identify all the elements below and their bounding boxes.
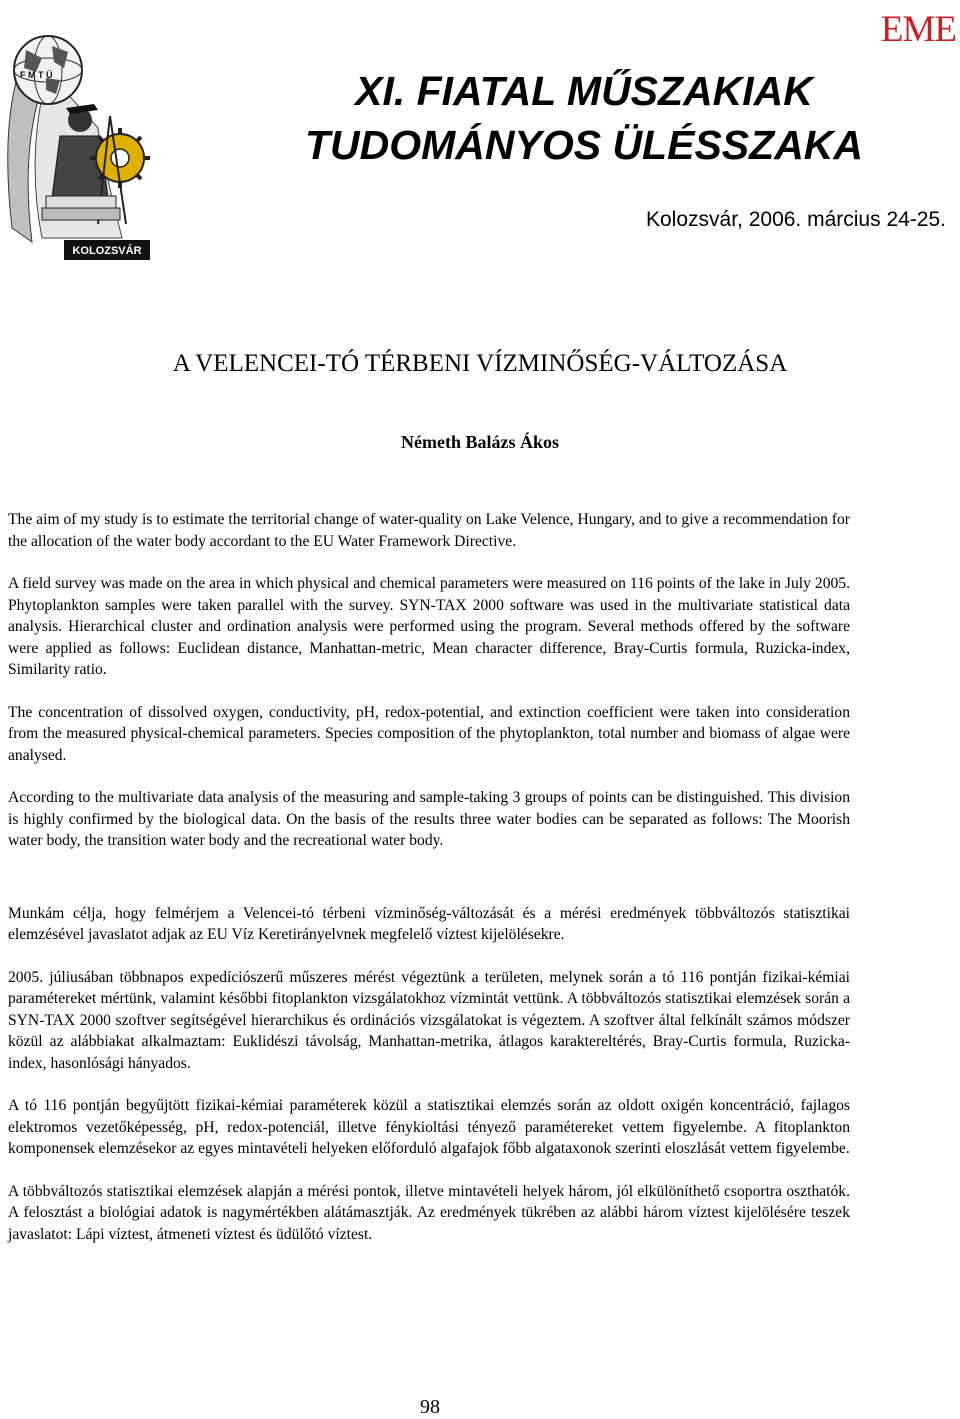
abstract-paragraph: According to the multivariate data analysis of the measuring and sample-taking 3 groups of points can be distinguished. This division is highly confirmed by the biological data. On the basis of the results three water bodies can be separated as follows: The Moorish water body, the transition water body and the recreational water body. [8,789,850,849]
author-name: Németh Balázs Ákos [401,432,559,452]
abstract-paragraph: The concentration of dissolved oxygen, conductivity, pH, redox-potential, and extinction coefficient were taken into consideration from the measured physical-chemical parameters. Species composition of the phytoplankton, total number and biomass of algae were analysed. [8,703,850,764]
paper-title: A VELENCEI-TÓ TÉRBENI VÍZMINŐSÉG-VÁLTOZÁSA [172,350,788,377]
abstract-paragraph: A field survey was made on the area in which physical and chemical parameters were measured on 116 points of the lake in July 2005. Phytoplankton samples were taken parallel with the survey. SYN-TAX 2000 software was used in the multivariate statistical data analysis. Hierarchical cluster and ordination analysis were performed using the program. Several methods offered by the software were applied as follows: Euclidean distance, Manhattan-metric, Mean character difference, Bray-Curtis formula, Ruzicka-index, Similarity ratio. [8,575,850,678]
eme-mark: EME [880,9,956,50]
hungarian-paragraph: A tó 116 pontján begyűjtött fizikai-kémiai paraméterek közül a statisztikai elemzés során az oldott oxigén koncentráció, fajlagos elektromos vezetőképesség, pH, redox-potenciál, illetve fénykioltási tényező paramétereket vettem figyelembe. A fitoplankton komponensek elemzésekor az egyes mintavételi helyeken előforduló algafajok főbb algataxonok szerinti eloszlását vettem figyelembe. [8,1097,850,1157]
page-number: 98 [420,1396,440,1418]
abstract-paragraph: The aim of my study is to estimate the territorial change of water-quality on Lake Velence, Hungary, and to give a recommendation for the allocation of the water body accordant to the EU Water Framework Directive. [8,511,850,550]
hungarian-paragraph: A többváltozós statisztikai elemzések alapján a mérési pontok, illetve mintavételi helyek három, jól elkülöníthető csoportra oszthatók. A felosztást a biológiai adatok is nagymértékben alátámasztják. Az eredmények tükrében az alábbi három víztest kijelölésére teszek javaslatot: Lápi víztest, átmeneti víztest és üdülőtó víztest. [8,1182,850,1243]
conference-title-line1: XI. FIATAL MŰSZAKIAK [355,68,813,114]
conference-date: Kolozsvár, 2006. március 24-25. [646,208,946,231]
conference-title-line2: TUDOMÁNYOS ÜLÉSSZAKA [304,122,864,168]
emblem-city-label: KOLOZSVÁR [72,245,142,257]
globe-emblem-icon [2,28,150,260]
conference-title [272,64,896,172]
conference-logo [2,28,150,260]
hungarian-paragraph: Munkám célja, hogy felmérjem a Velencei-tó térbeni vízminőség-változását és a mérési eredmények többváltozós statisztikai elemzésével javaslatot adjak az EU Víz Keretirányelvnek megfelelő víztest kijelölésekre. [8,904,850,943]
emblem-letters: F M T Ü [20,70,53,80]
hungarian-paragraph: 2005. júliusában többnapos expedíciószerű műszeres mérést végeztünk a területen, melynek során a tó 116 pontján fizikai-kémiai paramétereket mértünk, valamint későbbi fitoplankton vizsgálatokhoz vízmintát vettünk. A többváltozós statisztikai elemzések során a SYN-TAX 2000 szoftver segítségével hierarchikus és ordinációs vizsgálatokat is végeztem. A szoftver által felkínált számos módszer közül az alábbiakat alkalmaztam: Euklidészi távolság, Manhattan-metrika, átlagos karaktereltérés, Bray-Curtis formula, Ruzicka-index, hasonlósági hányados. [8,968,850,1072]
paper-body [8,509,850,1266]
